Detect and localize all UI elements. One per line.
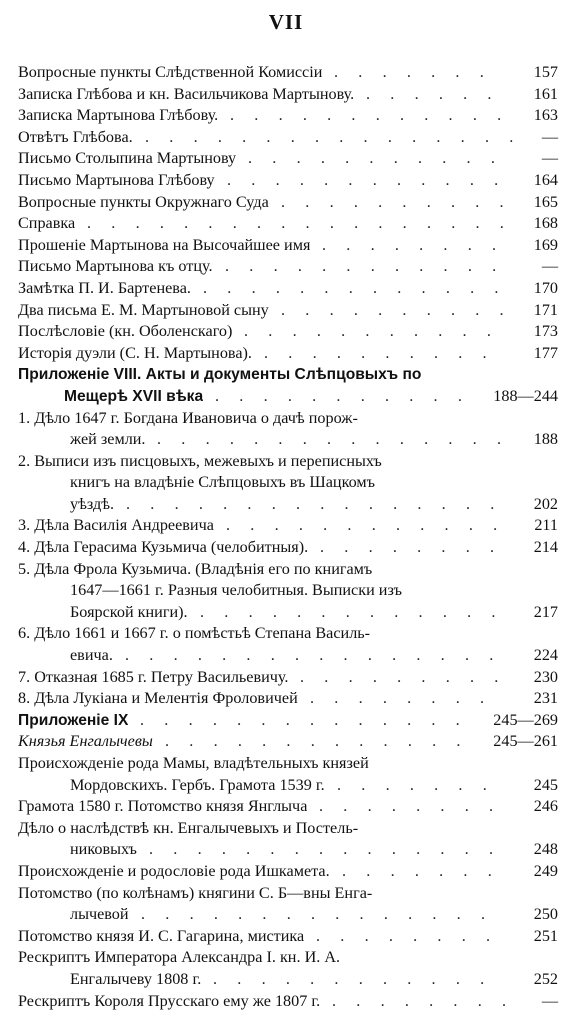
toc-entry bbox=[18, 559, 558, 581]
toc-entry-page: 217 bbox=[533, 602, 558, 621]
leader-dots: . . . . . . . . . . . . . . . . bbox=[126, 494, 511, 513]
leader-dots: . . . . . . . . bbox=[322, 235, 513, 254]
toc-entry-title: Боярской книги). bbox=[70, 602, 188, 621]
toc-entry bbox=[18, 127, 558, 149]
toc-entry-page: 164 bbox=[533, 170, 558, 189]
leader-dots: . . . . . . . bbox=[334, 63, 500, 81]
toc-entry-title: уѣздѣ. bbox=[70, 494, 115, 513]
leader-dots: . . . . . . . . bbox=[332, 991, 523, 1010]
toc-entry bbox=[18, 451, 558, 473]
toc-entry-title: Потомство (по колѣнамъ) княгини С. Б—вны Енга- bbox=[18, 883, 373, 902]
toc-entry-title: Письмо Столыпина Мартынову bbox=[18, 149, 237, 168]
toc-entry bbox=[18, 580, 558, 602]
toc-entry bbox=[18, 408, 558, 430]
leader-dots: . . . . . . . . . . . . . . . . bbox=[125, 646, 510, 665]
toc-entry-title: Прошеніе Мартынова на Высочайшее имя bbox=[18, 235, 311, 254]
leader-dots: . . . . . . . . . bbox=[300, 667, 515, 686]
toc-entry-title: Вопросные пункты Окружнаго Суда bbox=[18, 192, 269, 211]
toc-entry bbox=[18, 278, 558, 300]
leader-dots: . . . . . . . . . . . . bbox=[227, 170, 515, 189]
toc-entry bbox=[18, 688, 558, 710]
toc-entry-title: 8. Дѣла Лукіана и Мелентія Фроловичей bbox=[18, 689, 298, 708]
toc-entry-page: 230 bbox=[533, 667, 558, 686]
toc-entry-page: 251 bbox=[533, 926, 558, 945]
toc-entry-title: 4. Дѣла Герасима Кузьмича (челобитныя). bbox=[18, 538, 309, 557]
leader-dots: . . . . . . . . . . bbox=[264, 343, 503, 362]
leader-dots: . . . . . . . bbox=[337, 775, 503, 794]
toc-entry bbox=[18, 818, 558, 840]
toc-entry-page: 170 bbox=[533, 278, 558, 297]
toc-entry-page: 202 bbox=[533, 494, 558, 513]
toc-entry-title: 2. Выписи изъ писцовыхъ, межевыхъ и переписныхъ bbox=[18, 451, 382, 470]
toc-entry bbox=[18, 731, 558, 753]
toc-entry-title: лычевой bbox=[70, 905, 129, 924]
toc-entry bbox=[18, 386, 558, 408]
toc-entry-page: 188 bbox=[533, 430, 558, 449]
toc-entry-title: Князья Енгалычевы bbox=[18, 732, 153, 751]
toc-entry-page: 171 bbox=[533, 300, 558, 319]
toc-entry-title: Рескриптъ Императора Александра I. кн. И. А. bbox=[18, 948, 341, 967]
toc-entry-title: Происхожденіе и родословіе рода Ишкамета. bbox=[18, 861, 330, 880]
toc-entry bbox=[18, 213, 558, 235]
leader-dots: . . . . . . . . bbox=[316, 926, 507, 945]
leader-dots: . . . . . . . . . . . bbox=[248, 149, 512, 168]
toc-entry bbox=[18, 343, 558, 365]
leader-dots: . . . . . . . . . . . . bbox=[213, 969, 501, 988]
toc-entry bbox=[18, 364, 558, 386]
toc-entry bbox=[18, 472, 558, 494]
toc-entry bbox=[18, 796, 558, 818]
toc-entry-title: Приложеніе IX bbox=[18, 711, 129, 729]
toc-entry-title: 7. Отказная 1685 г. Петру Васильевичу. bbox=[18, 667, 289, 686]
leader-dots: . . . . . . . . . . bbox=[281, 192, 520, 211]
toc-entry-title: Справка bbox=[18, 214, 76, 233]
toc-entry bbox=[18, 645, 558, 667]
leader-dots: . . . . . . . . . . . . bbox=[230, 106, 518, 125]
toc-entry bbox=[18, 602, 558, 624]
leader-dots: . . . . . . . . . . . . . . . bbox=[149, 840, 510, 859]
toc-entry bbox=[18, 494, 558, 516]
toc-entry-page: 252 bbox=[533, 969, 558, 988]
leader-dots: . . . . . . . . . . . . . . . . bbox=[145, 127, 530, 146]
toc-entry-title: 5. Дѣла Фрола Кузьмича. (Владѣнія его по книгамъ bbox=[18, 559, 373, 578]
toc-entry-page: 161 bbox=[533, 84, 558, 103]
toc-entry-title: Происхожденіе рода Мамы, владѣтельныхъ князей bbox=[18, 754, 369, 772]
toc-entry-title: Грамота 1580 г. Потомство князя Янглыча bbox=[18, 797, 308, 816]
toc-entry-title: Исторія дуэли (С. Н. Мартынова). bbox=[18, 343, 252, 362]
leader-dots: . . . . . . . . bbox=[310, 689, 501, 708]
toc-entry bbox=[18, 883, 558, 905]
toc-entry bbox=[18, 753, 558, 775]
toc-entry bbox=[18, 515, 558, 537]
toc-entry bbox=[18, 192, 558, 214]
toc-entry-title: Два письма Е. М. Мартыновой сыну bbox=[18, 300, 269, 319]
toc-entry-title: никовыхъ bbox=[70, 840, 137, 859]
toc-entry-page: 188—244 bbox=[493, 386, 558, 405]
table-of-contents bbox=[18, 62, 558, 1012]
toc-entry-title: 6. Дѣло 1661 и 1667 г. о помѣстьѣ Степана Василь- bbox=[18, 624, 371, 643]
leader-dots: . . . . . . . . . . . bbox=[215, 386, 479, 405]
toc-entry-title: Дѣло о наслѣдствѣ кн. Енгалычевыхъ и Постель- bbox=[18, 818, 359, 837]
toc-entry bbox=[18, 775, 558, 797]
leader-dots: . . . . . . . . . . bbox=[281, 300, 520, 319]
toc-entry-page: 250 bbox=[533, 905, 558, 924]
leader-dots: . . . . . . . bbox=[342, 861, 508, 880]
leader-dots: . . . . . . . . bbox=[319, 797, 510, 816]
toc-entry-page: 169 bbox=[533, 235, 558, 254]
toc-entry-title: 1. Дѣло 1647 г. Богдана Ивановича о дачѣ порож- bbox=[18, 408, 358, 427]
toc-entry bbox=[18, 84, 558, 106]
toc-entry-page: 163 bbox=[533, 106, 558, 125]
toc-entry-page: 177 bbox=[533, 343, 558, 362]
toc-entry-title: Послѣсловіе (кн. Оболенскаго) bbox=[18, 322, 233, 341]
toc-entry-page: — bbox=[541, 127, 558, 146]
toc-entry-page: — bbox=[541, 991, 558, 1010]
toc-entry bbox=[18, 170, 558, 192]
toc-entry-title: Замѣтка П. И. Бартенева. bbox=[18, 278, 191, 297]
toc-entry bbox=[18, 667, 558, 689]
toc-entry-title: Потомство князя И. С. Гагарина, мистика bbox=[18, 926, 305, 945]
leader-dots: . . . . . . . . . . . . . bbox=[165, 732, 477, 751]
toc-entry bbox=[18, 62, 558, 84]
toc-entry-title: Письмо Мартынова къ отцу. bbox=[18, 257, 213, 276]
toc-entry bbox=[18, 429, 558, 451]
toc-entry-title: евича. bbox=[70, 646, 113, 665]
toc-entry-page: 246 bbox=[533, 797, 558, 816]
toc-entry bbox=[18, 256, 558, 278]
leader-dots: . . . . . . . . . . . . . . bbox=[140, 710, 476, 729]
toc-entry bbox=[18, 300, 558, 322]
toc-entry bbox=[18, 926, 558, 948]
toc-entry-title: 1647—1661 г. Разныя челобитныя. Выписки изъ bbox=[70, 581, 402, 600]
toc-entry bbox=[18, 947, 558, 969]
toc-entry bbox=[18, 148, 558, 170]
toc-entry bbox=[18, 839, 558, 861]
leader-dots: . . . . . . . . . . . . . . . . . . bbox=[87, 214, 521, 233]
toc-entry bbox=[18, 861, 558, 883]
toc-entry-page: 245 bbox=[533, 775, 558, 794]
leader-dots: . . . . . . . . . . . . . bbox=[200, 602, 512, 621]
toc-entry-page: 157 bbox=[533, 63, 558, 81]
toc-entry-title: книгъ на владѣніе Слѣпцовыхъ въ Шацкомъ bbox=[70, 473, 376, 492]
toc-entry-title: Рескриптъ Короля Прусскаго ему же 1807 г. bbox=[18, 991, 321, 1010]
toc-entry-page: 231 bbox=[533, 689, 558, 708]
leader-dots: . . . . . . . . . . . bbox=[244, 322, 508, 341]
toc-entry bbox=[18, 321, 558, 343]
leader-dots: . . . . . . . . bbox=[320, 538, 511, 557]
toc-entry bbox=[18, 991, 558, 1012]
toc-entry-title: Енгалычеву 1808 г. bbox=[70, 969, 202, 988]
toc-entry bbox=[18, 105, 558, 127]
leader-dots: . . . . . . . . . . . . bbox=[225, 257, 513, 276]
toc-entry-page: 214 bbox=[533, 538, 558, 557]
toc-entry-title: Письмо Мартынова Глѣбову bbox=[18, 170, 215, 189]
toc-entry-title: Записка Глѣбова и кн. Васильчикова Мартынову. bbox=[18, 84, 355, 103]
toc-entry-page: 173 bbox=[533, 322, 558, 341]
toc-entry-title: Отвѣтъ Глѣбова. bbox=[18, 127, 133, 146]
toc-entry-title: Приложеніе VIII. Акты и документы Слѣпцовыхъ по bbox=[18, 366, 422, 384]
leader-dots: . . . . . . . . . . . . . . . bbox=[157, 430, 518, 449]
toc-entry-page: — bbox=[541, 149, 558, 168]
toc-entry-page: 168 bbox=[533, 214, 558, 233]
toc-entry-title: Мещерѣ XVII вѣка bbox=[64, 387, 204, 405]
toc-entry bbox=[18, 623, 558, 645]
toc-entry-title: Записка Мартынова Глѣбову. bbox=[18, 106, 219, 125]
toc-entry-title: Мордовскихъ. Гербъ. Грамота 1539 г. bbox=[70, 775, 325, 794]
toc-entry-title: жей земли. bbox=[70, 430, 146, 449]
leader-dots: . . . . . . . . . . . . bbox=[226, 516, 514, 535]
leader-dots: . . . . . . . . . . . . . . . bbox=[141, 905, 502, 924]
toc-entry-page: 165 bbox=[533, 192, 558, 211]
leader-dots: . . . . . . . . . . . . . bbox=[203, 278, 515, 297]
toc-entry bbox=[18, 969, 558, 991]
toc-entry-page: — bbox=[541, 257, 558, 276]
toc-entry bbox=[18, 537, 558, 559]
toc-entry bbox=[18, 710, 558, 732]
toc-entry bbox=[18, 235, 558, 257]
toc-entry bbox=[18, 904, 558, 926]
toc-entry-title: Вопросные пункты Слѣдственной Комиссіи bbox=[18, 63, 323, 81]
page-number: VII bbox=[268, 10, 304, 34]
toc-entry-page: 245—261 bbox=[493, 732, 558, 751]
toc-entry-page: 224 bbox=[533, 646, 558, 665]
toc-entry-page: 249 bbox=[533, 861, 558, 880]
toc-entry-page: 248 bbox=[533, 840, 558, 859]
toc-entry-title: 3. Дѣла Василія Андреевича bbox=[18, 516, 214, 535]
leader-dots: . . . . . . bbox=[366, 84, 508, 103]
toc-entry-page: 211 bbox=[534, 516, 558, 535]
toc-entry-page: 245—269 bbox=[493, 710, 558, 729]
